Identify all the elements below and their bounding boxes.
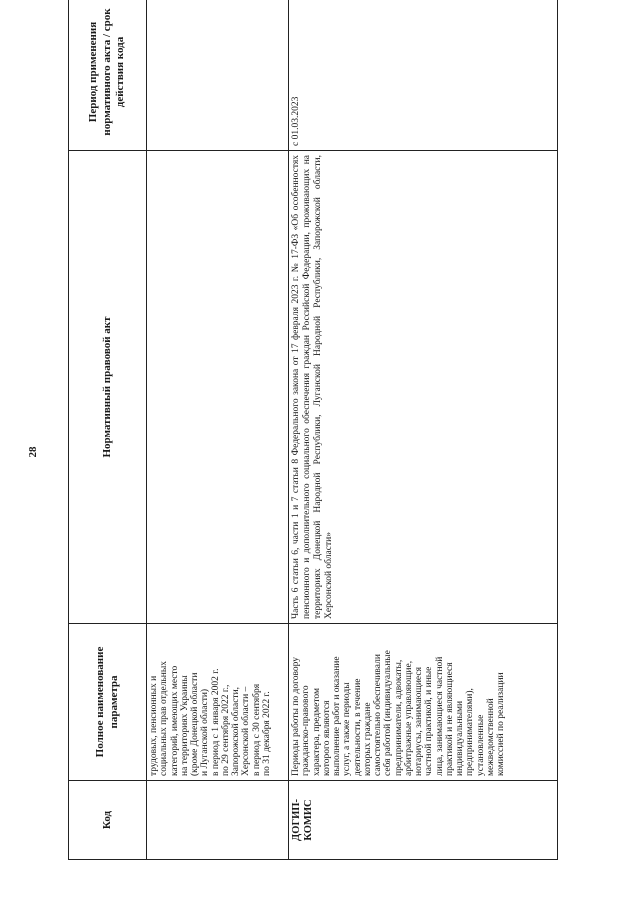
- row-code: ДОГИП- КОМИС: [289, 781, 558, 860]
- row-period: [147, 0, 289, 151]
- header-period: Период применения нормативного акта / срок действия кода: [69, 0, 147, 151]
- row-code: [147, 781, 289, 860]
- table-header-row: [69, 0, 147, 860]
- regulation-table: [68, 0, 558, 860]
- header-name: Полное наименование параметра: [69, 624, 147, 781]
- row-act: Часть 6 статьи 6, части 1 и 7 статьи 8 Федерального закона от 17 февраля 2023 г. № 17-ФЗ «Об особенностях пенсионного и дополнительного социального обеспечения граждан Российской Федерации, проживающих на территориях Донецкой Народной Республики, Луганской Народной Республики, Запорожской области, Херсонской области»: [289, 151, 558, 624]
- header-act: Нормативный правовой акт: [69, 151, 147, 624]
- row-name: трудовых, пенсионных и социальных прав отдельных категорий, имеющих место на территориях Украины (кроме Донецкой области и Луганской области) в период с 1 января 2002 г. по 29 сентября 2022 г., Запорожской области, Херсонской области – в период с 30 сентября по 31 декабря 2022 г.: [147, 624, 289, 781]
- table-row: [147, 0, 289, 860]
- rotated-table-wrapper: [68, 8, 558, 860]
- header-code: Код: [69, 781, 147, 860]
- row-name: Периоды работы по договору гражданско-правового характера, предметом которого являются выполнение работ и оказание услуг, а также периоды деятельности, в течение которых граждане самостоятельно обеспечивали себя работой (индивидуальные предприниматели, адвокаты, арбитражные управляющие, нотариусы, занимающиеся частной практикой, и иные лица, занимающиеся частной практикой и не являющиеся индивидуальными предпринимателями), установленные межведомственной комиссией по реализации: [289, 624, 558, 781]
- table-row: [289, 0, 558, 860]
- row-act: [147, 151, 289, 624]
- page-number: 28: [27, 446, 39, 458]
- row-period: с 01.03.2023: [289, 0, 558, 151]
